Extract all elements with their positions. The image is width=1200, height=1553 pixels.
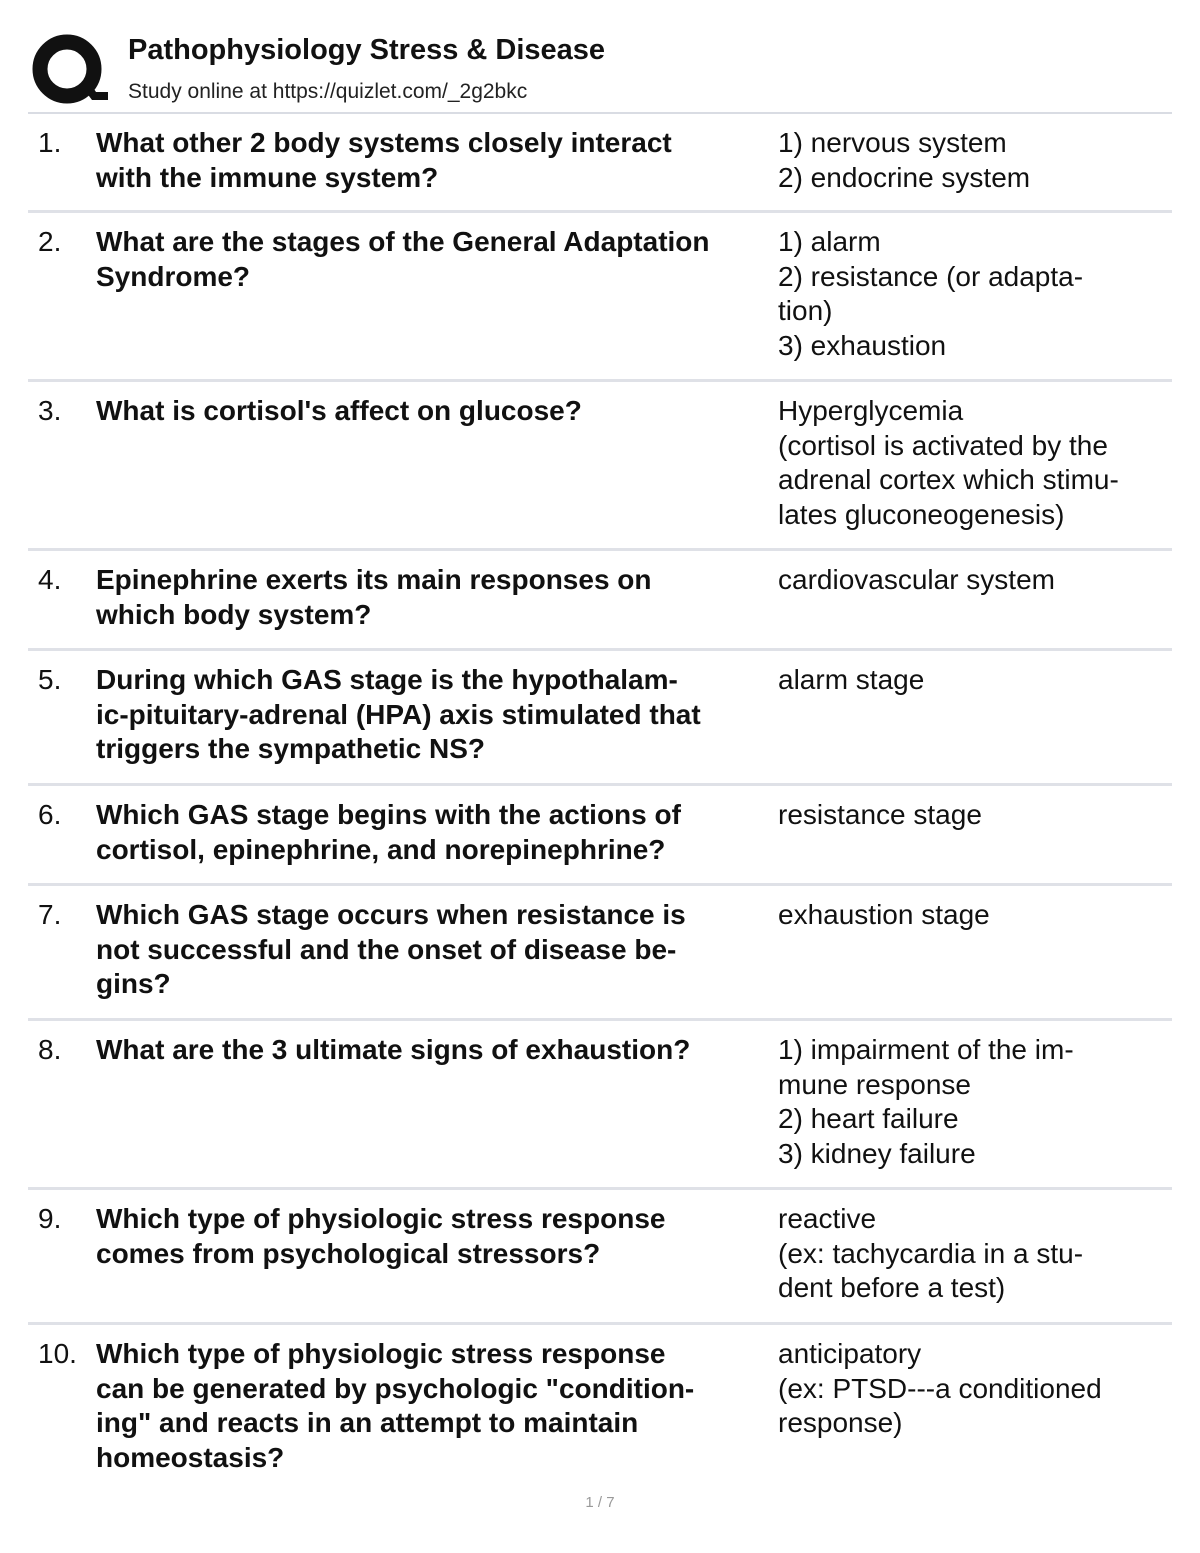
definition-line: 2) heart failure	[778, 1103, 959, 1134]
definition-line: 1) impairment of the im-	[778, 1034, 1074, 1065]
definition-line: exhaustion stage	[778, 899, 990, 930]
card-term	[96, 1021, 778, 1187]
definition-line: lates gluconeogenesis)	[778, 498, 1065, 530]
term-line: not successful and the onset of disease be-	[96, 933, 677, 965]
flashcard-row	[28, 213, 1172, 382]
term-line: Which GAS stage begins with the actions of	[96, 799, 681, 830]
term-line: with the immune system?	[96, 161, 439, 193]
definition-line: 1) nervous system	[778, 127, 1007, 158]
card-term	[96, 114, 778, 210]
quizlet-q-logo-icon	[30, 32, 108, 108]
card-definition	[778, 886, 1172, 1018]
term-line: cortisol, epinephrine, and norepinephrine?	[96, 833, 666, 865]
definition-line: (cortisol is activated by the	[778, 429, 1108, 461]
definition-line: 3) exhaustion	[778, 329, 947, 361]
card-number: 1.	[38, 127, 62, 158]
definition-line: anticipatory	[778, 1338, 922, 1369]
card-term	[96, 382, 778, 548]
term-line: Syndrome?	[96, 260, 251, 292]
card-number: 3.	[38, 395, 62, 426]
study-online-link[interactable]: Study online at https://quizlet.com/_2g2bkc	[128, 80, 528, 103]
term-line: Which type of physiologic stress response	[96, 1338, 666, 1369]
term-line: ing" and reacts in an attempt to maintain	[96, 1407, 639, 1438]
definition-line: (ex: tachycardia in a stu-	[778, 1237, 1084, 1269]
term-line: homeostasis?	[96, 1441, 285, 1473]
term-line: What are the 3 ultimate signs of exhaustion?	[96, 1034, 691, 1065]
definition-line: dent before a test)	[778, 1272, 1006, 1303]
card-definition	[778, 1190, 1172, 1322]
definition-line: mune response	[778, 1068, 972, 1100]
card-definition	[778, 382, 1172, 548]
definition-line: Hyperglycemia	[778, 395, 964, 426]
definition-line: cardiovascular system	[778, 564, 1055, 595]
flashcard-row	[28, 1190, 1172, 1325]
page-title: Pathophysiology Stress & Disease	[128, 34, 606, 66]
term-line: which body system?	[96, 598, 372, 630]
card-number: 9.	[38, 1203, 62, 1234]
card-definition	[778, 651, 1172, 783]
definition-line: resistance stage	[778, 799, 982, 830]
term-line: What other 2 body systems closely interact	[96, 127, 672, 158]
definition-line: 1) alarm	[778, 226, 881, 257]
card-definition	[778, 551, 1172, 648]
card-term	[96, 786, 778, 883]
flashcard-row	[28, 786, 1172, 886]
definition-line: 3) kidney failure	[778, 1137, 976, 1169]
card-definition	[778, 213, 1172, 379]
definition-line: 2) endocrine system	[778, 161, 1031, 193]
term-line: What is cortisol's affect on glucose?	[96, 395, 582, 426]
card-definition	[778, 1325, 1172, 1475]
flashcard-row	[28, 1325, 1172, 1475]
term-line: ic-pituitary-adrenal (HPA) axis stimulated that	[96, 698, 701, 730]
term-line: can be generated by psychologic "condition-	[96, 1372, 695, 1404]
flashcard-row	[28, 382, 1172, 551]
card-term	[96, 651, 778, 783]
definition-line: tion)	[778, 295, 833, 326]
definition-line: (ex: PTSD---a conditioned	[778, 1372, 1102, 1404]
definition-line: alarm stage	[778, 664, 925, 695]
card-number: 8.	[38, 1034, 62, 1065]
flashcard-row	[28, 114, 1172, 213]
definition-line: adrenal cortex which stimu-	[778, 464, 1119, 495]
term-line: What are the stages of the General Adaptation	[96, 226, 710, 257]
card-definition	[778, 114, 1172, 210]
definition-line: reactive	[778, 1203, 877, 1234]
card-definition	[778, 1021, 1172, 1187]
card-number: 2.	[38, 226, 62, 257]
card-term	[96, 1190, 778, 1322]
card-number: 5.	[38, 664, 62, 695]
definition-line: 2) resistance (or adapta-	[778, 260, 1084, 292]
term-line: Which GAS stage occurs when resistance is	[96, 899, 686, 930]
term-line: comes from psychological stressors?	[96, 1237, 601, 1269]
page-header	[28, 30, 1172, 114]
flashcard-row	[28, 551, 1172, 651]
card-term	[96, 551, 778, 648]
card-number: 6.	[38, 799, 62, 830]
card-definition	[778, 786, 1172, 883]
definition-line: response)	[778, 1407, 903, 1438]
flashcard-row	[28, 651, 1172, 786]
card-number: 10.	[38, 1338, 77, 1369]
card-term	[96, 1325, 778, 1475]
flashcard-row	[28, 1021, 1172, 1190]
term-line: Which type of physiologic stress response	[96, 1203, 666, 1234]
card-number: 7.	[38, 899, 62, 930]
page-indicator: 1 / 7	[585, 1494, 615, 1511]
flashcard-list	[28, 114, 1172, 1475]
card-term	[96, 886, 778, 1018]
card-term	[96, 213, 778, 379]
term-line: triggers the sympathetic NS?	[96, 733, 485, 764]
term-line: Epinephrine exerts its main responses on	[96, 564, 652, 595]
card-number: 4.	[38, 564, 62, 595]
term-line: During which GAS stage is the hypothalam-	[96, 664, 678, 695]
term-line: gins?	[96, 968, 171, 999]
flashcard-row	[28, 886, 1172, 1021]
